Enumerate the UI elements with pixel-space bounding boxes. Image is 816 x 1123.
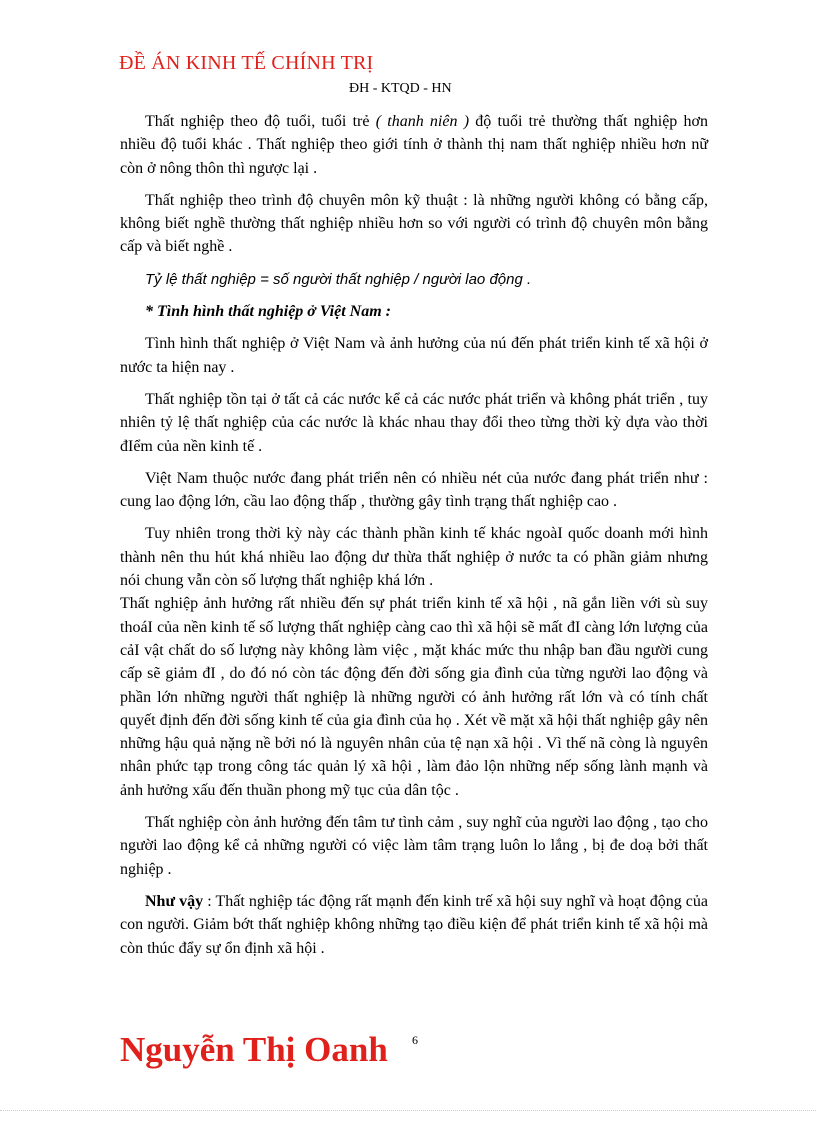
paragraph-text: Thất nghiệp theo độ tuổi, tuổi trẻ [145,113,376,130]
page-bottom-divider [0,1110,816,1111]
paragraph-skill-level: Thất nghiệp theo trình độ chuyên môn kỹ thuật : là những người không có bằng cấp, không biết nghề thường thất nghiệp nhiều hơn so với người có trình độ chuyên môn bằng cấp và biết nghề . [120,191,708,256]
paragraph-text: : Thất nghiệp tác động rất mạnh đến kinh trế xã hội suy nghĩ và hoạt động của con người. Giảm bớt thất nghiệp không những tạo điều kiện để phát triển kinh tế xã hội mà còn thúc đẩy sự ổn định xã hội . [120,892,708,957]
document-header-subtitle: ĐH - KTQD - HN [349,81,452,96]
paragraph-developing-country: Việt Nam thuộc nước đang phát triển nên có nhiều nét của nước đang phát triển như : cung lao động lớn, cầu lao động thấp , thường gây tình trạng thất nghiệp cao . [120,469,708,511]
paragraph-italic-text: ( thanh niên ) [375,113,470,130]
paragraph-all-countries: Thất nghiệp tồn tại ở tất cả các nước kể cả các nước phát triển và không phát triển , tuy nhiên tỷ lệ thất nghiệp của các nước là khác nhau thay đổi theo từng thời kỳ dựa vào thời đIểm của nền kinh tế . [120,390,708,455]
paragraph-social-impact: Thất nghiệp ảnh hưởng rất nhiều đến sự phát triển kinh tế xã hội , nã gắn liền với sù suy thoáI của nền kinh tế số lượng thất nghiệp càng cao thì xã hội sẽ mất đI càng lớn lượng của cảI vật chất do số lượng này không làm việc , mặt khác mức thu nhập ban đầu người cung cấp sẽ giảm đI , do đó nó còn tác động đến đời sống gia đình của từng người lao động và phần lớn những người thất nghiệp là những người có ảnh hưởng rất lớn và có tính chất quyết định đến đời sống kinh tế của gia đình của họ . Xét về mặt xã hội thất nghiệp gây nên những hậu quả nặng nề bởi nó là nguyên nhân của tệ nạn xã hội . Vì thế nã còng là nguyên nhân phức tạp trong công tác quản lý xã hội , làm đảo lộn những nếp sống lành mạnh và ảnh hưởng xấu đến thuần phong mỹ tục của dân tộc . [120,595,708,799]
paragraph-psychological-impact: Thất nghiệp còn ảnh hưởng đến tâm tư tình cảm , suy nghĩ của người lao động , tạo cho người lao động kể cả những người có việc làm tâm trạng luôn lo lắng , bị đe doạ bởi thất nghiệp . [120,814,708,878]
document-header-title: ĐỀ ÁN KINH TẾ CHÍNH TRỊ [119,52,374,74]
page-number: 6 [412,1033,418,1047]
paragraph-vietnam-situation: Tình hình thất nghiệp ở Việt Nam và ảnh hưởng của nú đến phát triển kinh tế xã hội ở nước ta hiện nay . [120,335,708,376]
unemployment-rate-formula: Tỷ lệ thất nghiệp = số người thất nghiệp / người lao động . [145,270,532,288]
section-heading: * Tình hình thất nghiệp ở Việt Nam : [145,303,391,321]
conclusion-lead: Như vậy [145,892,204,910]
footer-author-name: Nguyễn Thị Oanh [120,1030,388,1069]
paragraph-text: độ tuổi trẻ thường thất nghiệp hơn nhiều độ tuổi khác . Thất nghiệp theo giới tính ở thành thị nam thất nghiệp nhiều hơn nữ còn ở nông thôn thì ngược lại . [120,113,708,177]
document-body [120,110,708,969]
paragraph-economic-sectors: Tuy nhiên trong thời kỳ này các thành phần kinh tế khác ngoàI quốc doanh mới hình thành nên thu hút khá nhiều lao động dư thừa thất nghiệp ở nước ta có phần giảm nhưng nói chung vẫn còn số lượng thất nghiệp khá lớn . [120,525,708,590]
paragraph-conclusion [120,890,708,960]
paragraph-age-gender [120,110,708,180]
